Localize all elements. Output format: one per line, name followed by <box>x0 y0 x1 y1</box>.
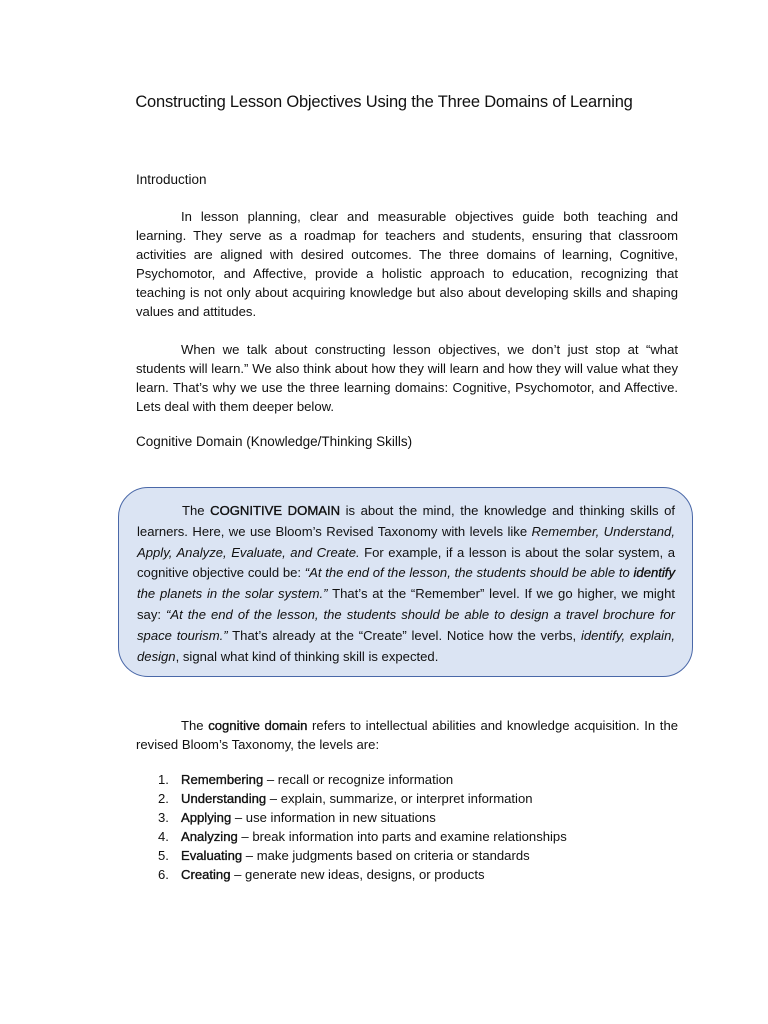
document-title: Constructing Lesson Objectives Using the Three Domains of Learning <box>135 93 633 111</box>
list-item <box>136 770 567 789</box>
list-item <box>136 865 567 884</box>
intro-text-run: refers to intellectual abilities and knowledge acquisition. In the revised Bloom’s Taxonomy, the levels are: <box>136 718 679 752</box>
list-term: Analyzing <box>181 829 238 844</box>
list-number: 5. <box>158 848 169 863</box>
callout-text <box>137 501 675 667</box>
callout-text-run: The <box>182 503 211 518</box>
callout-text-run: For example, if a lesson is about the solar system, a cognitive objective could be: <box>137 544 675 581</box>
callout-example-italic: the planets in the solar system.” <box>137 586 328 602</box>
list-description: – recall or recognize information <box>263 772 454 787</box>
introduction-paragraph-1-text: In lesson planning, clear and measurable objectives guide both teaching and learning. They serve as a roadmap for teachers and students, ensuring that classroom activities are aligned with desired outcomes. The three domains of learning, Cognitive, Psychomotor, and Affective, provide a holistic approach to education, recognizing that teaching is not only about acquiring knowledge but also about developing skills and shaping values and attitudes. <box>136 209 678 319</box>
list-term: Evaluating <box>181 848 243 863</box>
list-description: – generate new ideas, designs, or products <box>230 867 485 882</box>
list-item <box>136 846 567 865</box>
list-description: – make judgments based on criteria or standards <box>242 848 530 863</box>
callout-verb-identify: identify <box>633 565 675 581</box>
list-term: Remembering <box>181 772 264 787</box>
callout-text-run: That’s already at the “Create” level. Notice how the verbs, <box>227 627 581 643</box>
callout-example-italic: “At the end of the lesson, the students should be able to <box>304 565 634 581</box>
callout-text-run: is about the mind, the knowledge and thinking skills of learners. Here, we use Bloom’s Revised Taxonomy with levels like <box>137 503 675 539</box>
callout-text-run: , signal what kind of thinking skill is expected. <box>175 648 439 664</box>
callout-example-italic: “At the end of the lesson, the students should be able to design a travel brochure for space tourism.” <box>137 606 675 643</box>
list-item <box>136 827 567 846</box>
list-description: – break information into parts and examine relationships <box>237 829 567 844</box>
introduction-paragraph-1 <box>136 207 678 321</box>
list-number: 1. <box>158 772 169 787</box>
callout-levels-italic: Remember, Understand, Apply, Analyze, Evaluate, and Create. <box>137 523 675 560</box>
callout-term-cognitive-domain: COGNITIVE DOMAIN <box>210 503 341 518</box>
list-description: – explain, summarize, or interpret information <box>266 791 533 806</box>
cognitive-domain-heading: Cognitive Domain (Knowledge/Thinking Skills) <box>136 434 413 449</box>
introduction-paragraph-2 <box>136 340 678 416</box>
intro-term-cognitive-domain: cognitive domain <box>208 718 308 733</box>
list-number: 3. <box>158 810 169 825</box>
introduction-paragraph-2-text: When we talk about constructing lesson objectives, we don’t just stop at “what students will learn.” We also think about how they will learn and how they will value what they learn. That’s why we use the three learning domains: Cognitive, Psychomotor, and Affective. Lets deal with them deeper below. <box>136 342 678 414</box>
cognitive-domain-intro <box>136 716 678 754</box>
callout-verbs-italic: identify, explain, design <box>137 627 675 664</box>
list-term: Creating <box>181 867 231 882</box>
list-description: – use information in new situations <box>231 810 436 825</box>
list-number: 2. <box>158 791 169 806</box>
list-item <box>136 789 567 808</box>
introduction-heading: Introduction <box>136 172 207 187</box>
list-term: Understanding <box>181 791 267 806</box>
intro-text-run: The <box>181 718 209 733</box>
list-item <box>136 808 567 827</box>
cognitive-domain-callout <box>118 487 693 677</box>
list-number: 4. <box>158 829 169 844</box>
bloom-levels-list <box>136 770 567 884</box>
callout-text-run: That’s at the “Remember” level. If we go higher, we might say: <box>137 586 676 622</box>
list-term: Applying <box>181 810 232 825</box>
list-number: 6. <box>158 867 169 882</box>
